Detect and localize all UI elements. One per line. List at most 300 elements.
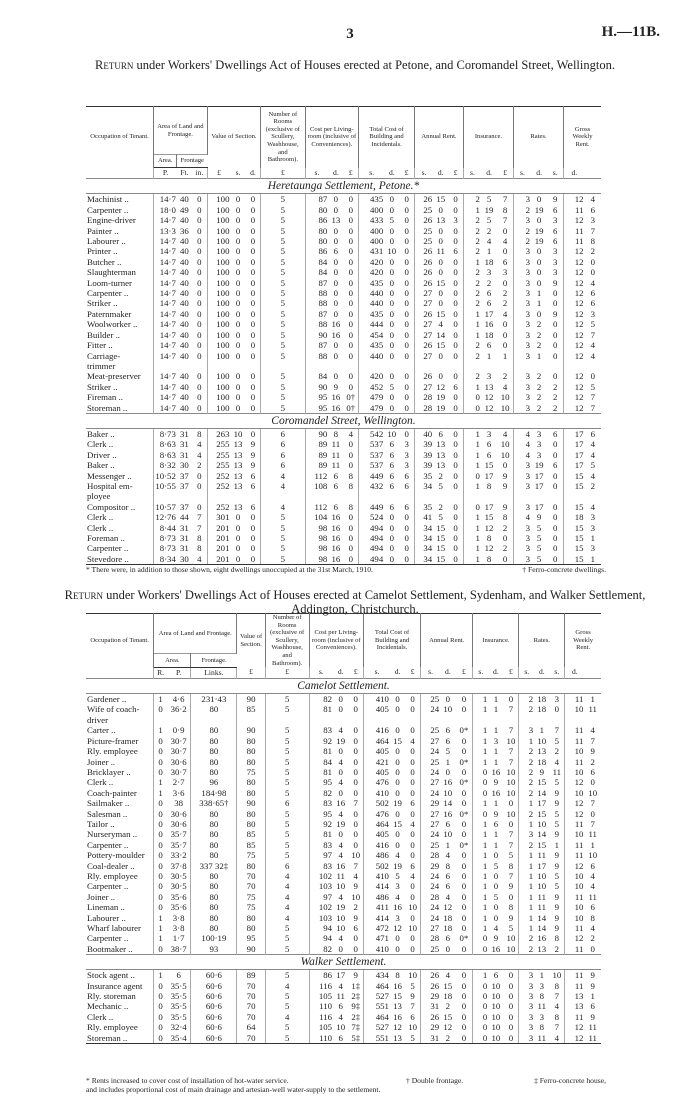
table-row [86, 361, 601, 371]
table-cell: 6 [445, 818, 450, 829]
table-cell: 1 [473, 819, 488, 829]
table-cell: 0 [197, 371, 202, 382]
table-cell: 0 [389, 350, 394, 361]
table-cell: 0 [453, 277, 458, 288]
table-cell: 2 [554, 943, 560, 954]
table-cell: 6 [410, 1011, 415, 1022]
table-cell: 1 [519, 892, 534, 902]
table-cell: 80 [191, 725, 237, 735]
table-cell: 10 [537, 881, 547, 892]
table-cell: 4 [502, 308, 508, 319]
table-cell: 27 [415, 382, 434, 392]
table-cell: 0·9 [172, 725, 185, 736]
table-cell: 1 [473, 704, 488, 714]
table-cell: 11 [537, 850, 547, 861]
table-cell: 420 [359, 257, 385, 267]
table-cell: 5 [261, 403, 305, 414]
table-cell: 17 [534, 470, 544, 481]
table-cell: 2 [554, 746, 560, 757]
table-cell: 0 [508, 891, 514, 902]
table-cell: 0 [395, 766, 400, 777]
occupation-cell: Rly. employee [87, 1022, 138, 1033]
table-cell: 0 [493, 850, 499, 861]
table-cell: 60·6 [191, 1033, 237, 1044]
table-cell [433, 361, 448, 371]
table-cell: 5 [261, 512, 305, 522]
table-cell: 6 [261, 439, 305, 449]
table-cell: 6 [338, 1001, 343, 1012]
table-cell: 0 [453, 460, 458, 471]
table-cell: 11 [564, 226, 585, 236]
table-cell: 454 [359, 330, 385, 340]
table-cell: 5 [261, 194, 305, 205]
table-cell: 420 [359, 371, 385, 381]
table-cell: 0 [508, 694, 514, 705]
table-cell: 2 [445, 1001, 450, 1012]
table-cell: 0 [461, 818, 467, 829]
table-cell: 0 [250, 402, 256, 413]
table-cell: 38 [174, 798, 184, 809]
table-cell: 11 [565, 1012, 585, 1022]
table-cell: 0 [197, 319, 202, 330]
table-cell: 410 [364, 694, 390, 705]
table-row [86, 471, 601, 481]
table-cell [564, 361, 585, 371]
table-cell: 3 [536, 439, 542, 450]
table-cell: 0 [235, 340, 241, 351]
table-cell [547, 491, 563, 501]
table-cell: 10 [500, 392, 510, 403]
table-cell: 0 [404, 267, 409, 278]
table-cell: 40 [180, 329, 189, 340]
occupation-cell: Fitter .. [87, 340, 113, 351]
occupation-cell: ployee [87, 491, 111, 502]
table-cell: 6 [445, 725, 450, 736]
table-cell: 116 [309, 981, 333, 991]
table-cell: 0 [353, 829, 358, 840]
table-cell: 9 [590, 746, 595, 757]
table-cell: 100 [207, 215, 230, 225]
table1 [86, 106, 601, 565]
unit-row [86, 667, 601, 678]
table-row [86, 257, 601, 267]
table-cell [585, 491, 601, 501]
table-cell: 39 [415, 450, 434, 460]
table-cell: 5 [554, 777, 560, 788]
table-cell: 30·6 [170, 818, 187, 829]
table-cell: 17 [564, 428, 585, 439]
table-cell: 28 [415, 403, 434, 414]
unit-cell: d. [538, 667, 545, 677]
table-cell: 0 [404, 215, 409, 226]
unit-cell: d. [565, 667, 585, 678]
table-cell: 7 [197, 512, 202, 523]
table-cell: 7 [590, 818, 595, 829]
table-cell: 16 [491, 787, 501, 798]
table-cell: 3 [514, 460, 531, 470]
table-cell: 1 [519, 913, 534, 923]
table-cell: 5 [554, 735, 560, 746]
table-cell: 15 [433, 554, 448, 565]
table-cell: 0 [154, 902, 167, 912]
table-cell: 0 [410, 756, 415, 767]
table-cell: 90 [237, 944, 265, 955]
table-cell: 0 [445, 694, 450, 705]
table-cell: 3 [514, 215, 531, 225]
table-cell: 4 [590, 881, 595, 892]
table-cell: 0 [461, 881, 467, 892]
table-cell: 10 [443, 704, 453, 715]
table-cell: 0 [250, 204, 256, 215]
table-cell: 10 [387, 246, 397, 257]
table-cell: 0 [197, 298, 202, 309]
table-cell: 0 [463, 403, 480, 414]
table-cell: 1 [519, 736, 534, 746]
table-cell: 88 [305, 298, 328, 308]
table-cell: 0 [552, 470, 558, 481]
table-cell: 1 [473, 757, 488, 767]
table-cell: 2 [536, 340, 542, 351]
table-cell: 0 [395, 746, 400, 757]
table-cell: 1 [473, 913, 488, 923]
table-cell: 14·7 [154, 392, 177, 402]
table-cell: 405 [364, 767, 390, 777]
table-cell: 83 [309, 798, 333, 808]
table-cell: 14 [443, 798, 453, 809]
table-cell: 0 [348, 449, 353, 460]
table-cell: 1 [590, 694, 595, 705]
table-cell: 92 [309, 736, 333, 746]
table-cell: 5 [265, 991, 309, 1001]
table-cell: 0 [463, 471, 480, 481]
table-cell: 1 [445, 756, 450, 767]
table-cell: 14 [537, 912, 547, 923]
table-cell: 3 [552, 215, 558, 226]
occupation-cell: Labourer .. [87, 236, 126, 247]
table-cell: 4 [549, 1033, 564, 1044]
table-cell: 0 [448, 554, 463, 565]
table-cell: 0 [246, 554, 261, 565]
table-cell: 4 [445, 891, 450, 902]
table-cell: 0 [461, 1001, 467, 1012]
table-cell: 10 [588, 850, 598, 861]
table-cell: 0† [346, 392, 356, 403]
table-row [86, 861, 601, 871]
table-cell: 3 [486, 428, 492, 439]
table-row [86, 871, 601, 881]
occupation-cell: Carter .. [87, 725, 116, 736]
table-cell: 2 [514, 236, 531, 246]
document-reference: H.—11B. [601, 24, 660, 40]
table-cell: 2 [502, 522, 508, 533]
table-cell: 0 [389, 371, 394, 382]
occupation-cell: Striker .. [87, 298, 118, 309]
table-cell: 0 [235, 512, 241, 523]
table-cell: 5 [554, 881, 560, 892]
table-cell: 9 [250, 460, 256, 471]
table-cell: 0 [338, 766, 343, 777]
table-cell: 0 [333, 340, 339, 351]
table-cell: 14·7 [154, 340, 177, 350]
table-cell: 0 [552, 340, 558, 351]
table-cell: 13 [331, 215, 341, 226]
table-cell: 26 [415, 371, 434, 381]
table-cell: 4 [445, 850, 450, 861]
table-cell: 0 [395, 943, 400, 954]
table-cell: 14 [537, 829, 547, 840]
table-cell: 96 [191, 777, 237, 787]
table-cell: 0 [536, 215, 542, 226]
table-cell: 16 [331, 402, 341, 413]
table-cell: 0 [154, 736, 167, 746]
table-cell: 6 [389, 470, 394, 481]
table-cell: 2 [519, 757, 534, 767]
table-cell: 0 [502, 277, 508, 288]
table-cell: 6 [552, 460, 558, 471]
table-cell: 5 [265, 736, 309, 746]
table-cell [167, 715, 191, 725]
occupation-cell: Baker .. [87, 460, 115, 471]
table-cell: 435 [359, 278, 385, 288]
table-cell: 2 [519, 840, 534, 850]
table1-title-text: under Workers' Dwellings Act of Houses erected at Petone, and Coromandel Street, Wellington. [136, 58, 615, 72]
table-cell [384, 491, 399, 501]
table-cell: 3 [519, 829, 534, 839]
table-cell: 102 [309, 902, 333, 912]
table-cell: 4 [338, 1011, 343, 1022]
occupation-cell: Foreman .. [87, 533, 125, 543]
table-cell: 9 [554, 787, 560, 798]
table-row [86, 543, 601, 553]
table-cell: 10 [491, 1011, 501, 1022]
table-cell: 37 [180, 480, 189, 491]
table-cell: 85 [237, 840, 265, 850]
table-cell [309, 715, 333, 725]
table-cell [481, 361, 497, 371]
table-cell: 5 [261, 298, 305, 308]
table-cell: 1 [554, 839, 560, 850]
table-cell: 0 [389, 256, 394, 267]
table-cell: 472 [364, 923, 390, 933]
table-cell: 0 [445, 943, 450, 954]
table-cell: 0 [473, 1033, 488, 1044]
table-cell: 4 [338, 933, 343, 944]
table-cell: 3 [514, 382, 531, 392]
table-cell: 6 [502, 256, 508, 267]
table-cell [348, 715, 363, 725]
table-cell: 6 [176, 970, 181, 981]
table-cell: 13·3 [154, 226, 177, 236]
table-cell: 33·2 [170, 850, 187, 861]
table-cell: 9 [552, 308, 558, 319]
table-row [86, 278, 601, 288]
table-cell [488, 715, 503, 725]
table-cell: 6 [404, 480, 409, 491]
table-cell: 11 [331, 439, 341, 450]
table-cell: 5 [395, 870, 400, 881]
table-cell: 0 [410, 725, 415, 736]
table-cell: 494 [359, 543, 385, 553]
table-cell: 0 [353, 839, 358, 850]
table-cell: 0 [250, 371, 256, 382]
table-row [86, 798, 601, 808]
table-cell: 70 [237, 991, 265, 1001]
table-cell: 24 [420, 704, 440, 714]
table-cell: 12 [436, 381, 446, 392]
table-cell: 10 [336, 1022, 346, 1033]
table-cell: 1 [536, 298, 542, 309]
table-cell: 10·57 [155, 501, 176, 512]
table-cell: 0 [250, 392, 256, 403]
table-cell: 16 [331, 392, 341, 403]
table-cell: 0 [348, 204, 353, 215]
table-cell: 103 [309, 913, 333, 923]
table-cell: 0 [154, 881, 167, 891]
table-cell: 3 [514, 523, 531, 533]
table-cell [359, 361, 385, 371]
table-cell: 60·6 [191, 981, 237, 991]
table-cell: 5 [265, 809, 309, 819]
table-cell: 1 [473, 892, 488, 902]
table-cell: 8 [348, 470, 353, 481]
table-cell: 10 [565, 902, 585, 912]
table-cell: 15 [537, 839, 547, 850]
table-cell: 0 [197, 246, 202, 257]
table-cell: 116 [309, 1012, 333, 1022]
table-cell: 82 [309, 944, 333, 955]
table-cell: 6 [265, 798, 309, 808]
table-cell: 1 [486, 350, 492, 361]
table-cell: 80 [191, 892, 237, 902]
table-cell: 82 [309, 788, 333, 798]
unit-cell [86, 667, 154, 678]
table-cell: 1 [493, 746, 499, 757]
table-cell: 0 [353, 756, 358, 767]
table-cell: 8 [539, 991, 544, 1002]
table-cell: 100 [207, 226, 230, 236]
occupation-cell: Striker .. [87, 381, 118, 392]
table-cell: 0 [461, 798, 467, 809]
table-cell: 4 [353, 870, 358, 881]
table-cell: 0 [250, 522, 256, 533]
table-row [86, 746, 601, 756]
table-cell: 18 [537, 704, 547, 715]
table-cell: 0 [453, 402, 458, 413]
table-cell: 100 [207, 403, 230, 414]
table-cell: 100 [207, 205, 230, 215]
header-annual-rent: Annual Rent. [420, 614, 472, 668]
table-cell: 5 [261, 554, 305, 565]
table-cell: 0 [410, 787, 415, 798]
header-frontage: Frontage [177, 155, 207, 168]
table-cell: 5 [265, 829, 309, 839]
table-cell: 0 [410, 808, 415, 819]
table-cell: 15 [436, 194, 446, 205]
table-cell: 14·7 [154, 267, 177, 277]
table-cell: 2 [590, 480, 595, 491]
table-cell: 2 [438, 501, 443, 512]
table-cell: 7 [353, 798, 358, 809]
table-cell: 26 [415, 194, 434, 205]
table-row [86, 902, 601, 912]
table-cell: 39 [415, 460, 434, 470]
table-cell: 12 [564, 309, 585, 319]
table-cell: 16 [443, 777, 453, 788]
table-cell: 0 [197, 470, 202, 481]
table-row [86, 809, 601, 819]
table-cell: 431 [359, 246, 385, 256]
table-cell: 464 [364, 1012, 390, 1022]
table-cell: 16 [491, 766, 501, 777]
table-cell: 8·73 [154, 533, 177, 543]
table-cell: 3 [514, 288, 531, 298]
table-row [86, 403, 601, 414]
table-cell: 27 [420, 923, 440, 933]
table-cell: 0 [154, 809, 167, 819]
table-cell: 0 [590, 256, 595, 267]
table-cell: 0 [453, 267, 458, 278]
table-cell: 4 [410, 870, 415, 881]
table-cell: 2 [552, 402, 558, 413]
table-row [86, 970, 601, 981]
table-cell [497, 361, 513, 371]
table-cell: 100 [207, 288, 230, 298]
table-cell: 10 [565, 871, 585, 881]
table-cell: 9 [554, 902, 560, 913]
table-cell: 0 [453, 371, 458, 382]
occupation-cell: Engine-driver [87, 215, 136, 226]
table-cell: 10 [491, 980, 501, 991]
table-cell: 100 [207, 351, 230, 361]
occupation-cell: Clerk .. [87, 1011, 114, 1022]
table-cell [154, 715, 167, 725]
table-cell: 6 [389, 501, 394, 512]
table-cell: 0 [250, 194, 256, 205]
table-cell: 100 [207, 371, 230, 381]
table-cell: 4 [265, 881, 309, 891]
table-cell: 0 [399, 554, 414, 565]
table-cell: 0 [473, 777, 488, 787]
table-cell: 3 [395, 912, 400, 923]
table-cell: 0 [410, 704, 415, 715]
table-cell: 0 [333, 267, 339, 278]
table-cell [207, 491, 230, 501]
table-cell: 3 [590, 308, 595, 319]
table-cell: 0 [235, 225, 241, 236]
table-row [86, 850, 601, 860]
table-cell: 3 [514, 554, 531, 565]
table-cell: 2 [590, 246, 595, 257]
table-cell: 84 [305, 257, 328, 267]
table-cell: 0 [497, 554, 513, 565]
table-cell: 255 [207, 460, 230, 470]
table-cell: 0 [461, 735, 467, 746]
table-cell: 3 [502, 267, 508, 278]
table-cell: 3 [590, 215, 595, 226]
header-value: Value of Section. [237, 614, 265, 668]
table-cell: 0 [389, 225, 394, 236]
table-cell: 6 [552, 225, 558, 236]
table-cell [399, 361, 414, 371]
section-heading-row [86, 679, 601, 694]
table-cell: 95 [305, 392, 328, 402]
table-cell: 6 [250, 480, 256, 491]
table-cell: 14·7 [154, 288, 177, 298]
table-cell: 410 [364, 871, 390, 881]
table-row [86, 491, 601, 501]
table-cell: 0 [502, 225, 508, 236]
table-cell: 5 [261, 288, 305, 298]
